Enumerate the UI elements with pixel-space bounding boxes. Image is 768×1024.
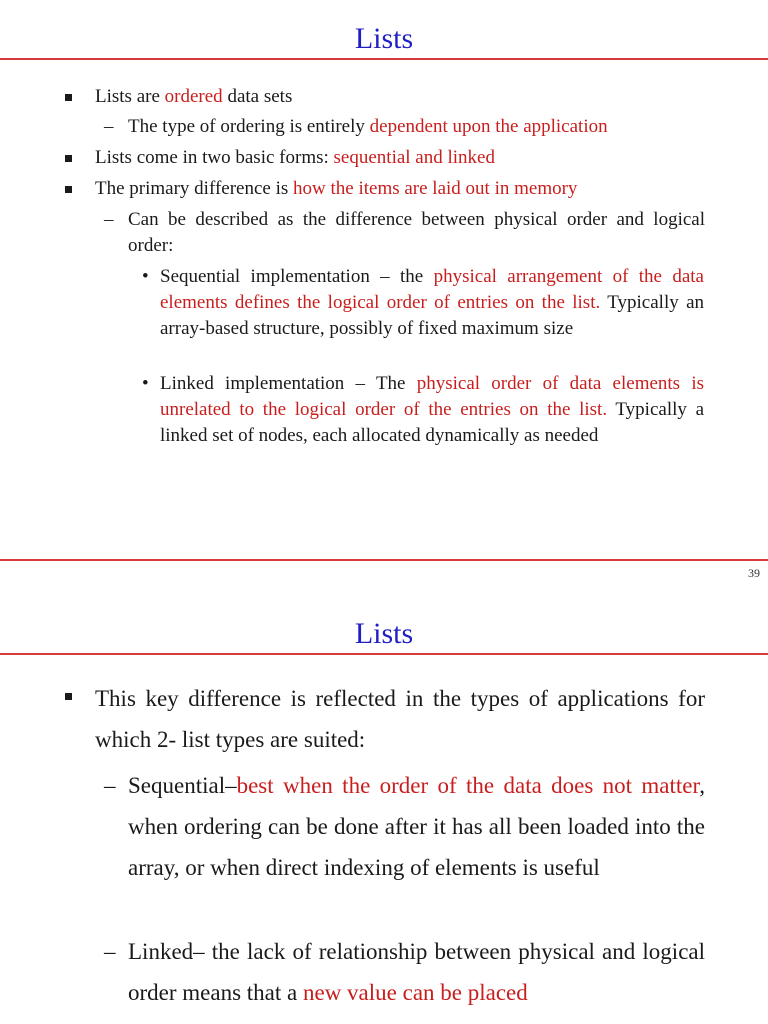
slide-2-title-rule <box>0 653 768 655</box>
dash-marker: – <box>104 209 114 230</box>
bullet-difference: The primary difference is how the items are laid out in memory <box>95 178 578 199</box>
bullet-marker <box>65 94 72 101</box>
dot-marker: • <box>142 266 149 287</box>
bullet-forms: Lists come in two basic forms: sequential and linked <box>95 147 495 168</box>
sequential-implementation: Sequential implementation – the physical arrangement of the data elements defines the logical order of entries on the list. Typically an array-based structure, possibly of fixed maximum size <box>160 266 705 339</box>
sub-bullet-linked: Linked– the lack of relationship between physical and logical order means that a new value can be placed <box>128 939 705 1005</box>
bullet-ordered: Lists are ordered data sets <box>95 86 293 107</box>
bullet-marker <box>65 186 72 193</box>
sub-bullet-physical-logical: Can be described as the difference between physical order and logical order: <box>128 209 705 256</box>
dot-marker: • <box>142 373 149 394</box>
slide-1-title-rule <box>0 58 768 60</box>
bullet-marker <box>65 155 72 162</box>
sub-bullet-ordering: The type of ordering is entirely dependent upon the application <box>128 116 608 137</box>
slide-1-bottom-rule <box>0 559 768 561</box>
dash-marker: – <box>104 116 114 137</box>
slide-1-title: Lists <box>354 22 414 55</box>
linked-implementation: Linked implementation – The physical order of data elements is unrelated to the logical order of the entries on the list. Typically a linked set of nodes, each allocated dynamically as needed <box>160 373 704 446</box>
bullet-key-difference: This key difference is reflected in the types of applications for which 2- list types are suited: <box>95 686 705 752</box>
page-number: 39 <box>748 566 760 580</box>
dash-marker: – <box>104 939 116 964</box>
slide-2-title: Lists <box>354 617 414 650</box>
bullet-marker <box>65 693 72 700</box>
sub-bullet-sequential: Sequential–best when the order of the data does not matter, when ordering can be done after it has all been loaded into the array, or when direct indexing of elements is useful <box>128 773 705 880</box>
dash-marker: – <box>104 773 116 798</box>
